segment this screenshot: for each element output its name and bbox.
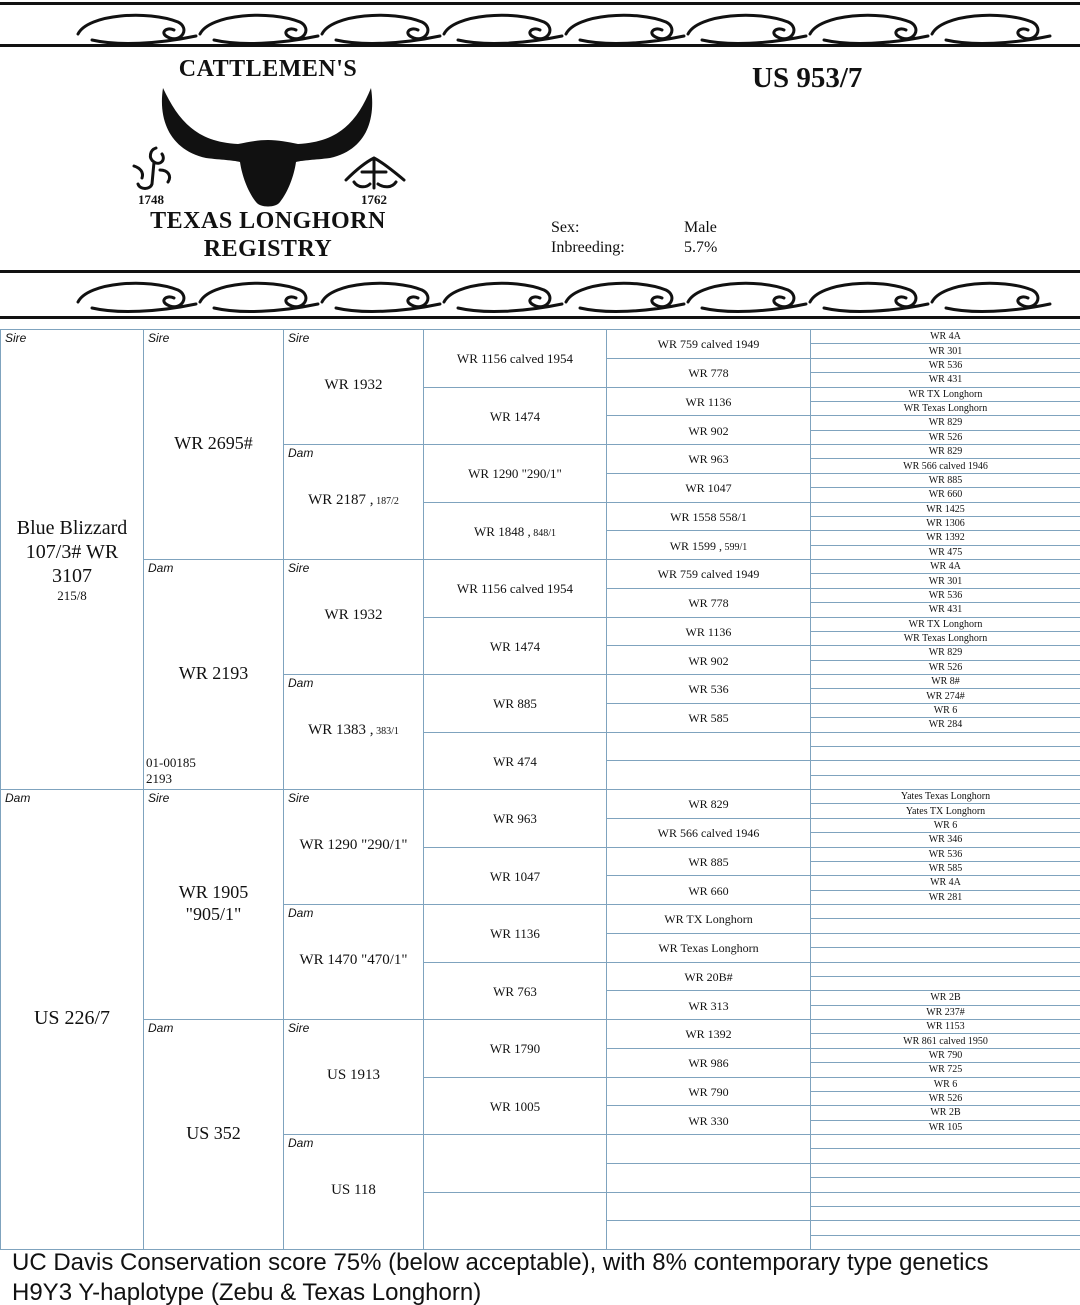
pedigree-gen2-cell	[144, 560, 284, 790]
conservation-score-note: UC Davis Conservation score 75% (below acceptable), with 8% contemporary type genetics	[12, 1249, 989, 1276]
animal-name: WR 431	[928, 604, 963, 616]
animal-name: WR 1383 , 383/1	[308, 722, 399, 738]
animal-name: WR 660	[688, 883, 729, 898]
relation-label: Dam	[288, 906, 314, 920]
animal-name: WR 585	[688, 711, 729, 726]
relation-label: Sire	[288, 791, 310, 805]
pedigree-gen6-cell	[811, 718, 1080, 732]
relation-label: Dam	[288, 446, 314, 460]
animal-name: US 226/7	[33, 1007, 111, 1029]
animal-name: WR 1558 558/1	[670, 509, 747, 524]
logo-year-left: 1748	[138, 192, 164, 207]
animal-name: WR 6	[933, 1078, 958, 1090]
pedigree-gen4-cell	[424, 790, 607, 848]
animal-name: WR 536	[928, 359, 963, 371]
pedigree-gen3-cell	[284, 445, 424, 560]
pedigree-gen6-cell	[811, 503, 1080, 517]
pedigree-gen6-cell	[811, 531, 1080, 545]
logo-top-text: CATTLEMEN'S	[178, 56, 358, 82]
animal-name: WR 346	[928, 834, 963, 846]
animal-name: WR 1290 "290/1"	[468, 466, 562, 482]
pedigree-gen6-cell	[811, 1049, 1080, 1063]
pedigree-gen6-cell	[811, 546, 1080, 560]
pedigree-gen6-cell	[811, 833, 1080, 847]
pedigree-gen2-cell	[144, 1020, 284, 1250]
animal-name: WR 861 calved 1950	[903, 1035, 988, 1047]
pedigree-gen6-cell	[811, 517, 1080, 531]
pedigree-gen4-cell	[424, 1135, 607, 1193]
animal-name: US 1913	[327, 1067, 380, 1083]
pedigree-gen5-cell	[607, 589, 811, 618]
relation-label: Sire	[5, 331, 27, 345]
animal-name: WR 105	[928, 1121, 963, 1133]
pedigree-gen5-cell	[607, 1049, 811, 1078]
animal-name: WR 902	[688, 653, 729, 668]
animal-name: WR 474	[493, 753, 537, 769]
pedigree-gen6-cell	[811, 675, 1080, 689]
pedigree-gen6-cell	[811, 560, 1080, 574]
pedigree-gen6-cell	[811, 402, 1080, 416]
animal-name: WR 1136	[685, 624, 732, 639]
animal-sub-number: 848/1	[530, 527, 556, 539]
animal-extra-id: 01-00185 2193	[146, 755, 196, 786]
pedigree-gen6-cell	[811, 1121, 1080, 1135]
registry-header	[0, 0, 1080, 325]
relation-label: Dam	[5, 791, 31, 805]
top-rule-lower	[0, 44, 1080, 47]
animal-name: WR 2B	[930, 992, 961, 1004]
pedigree-gen6-cell	[811, 733, 1080, 747]
pedigree-gen6-cell	[811, 848, 1080, 862]
pedigree-gen5-cell	[607, 675, 811, 704]
relation-label: Sire	[288, 561, 310, 575]
animal-name: WR 526	[928, 431, 963, 443]
animal-name: WR TX Longhorn	[908, 388, 983, 400]
pedigree-gen6-cell	[811, 1063, 1080, 1077]
pedigree-gen5-cell	[607, 733, 811, 762]
pedigree-gen5-cell	[607, 474, 811, 503]
relation-label: Sire	[288, 1021, 310, 1035]
pedigree-gen6-cell	[811, 1193, 1080, 1207]
pedigree-gen6-cell	[811, 804, 1080, 818]
sex-value: Male	[684, 219, 717, 236]
pedigree-gen6-cell	[811, 474, 1080, 488]
inbreeding-value: 5.7%	[684, 239, 718, 256]
pedigree-gen6-cell	[811, 1006, 1080, 1020]
brand-mark-left-icon	[130, 144, 176, 194]
pedigree-gen6-cell	[811, 689, 1080, 703]
pedigree-gen5-cell	[607, 1164, 811, 1193]
pedigree-gen4-cell	[424, 848, 607, 906]
animal-name: WR 778	[688, 596, 729, 611]
bottom-rule-lower	[0, 316, 1080, 319]
animal-name: WR 829	[928, 417, 963, 429]
animal-name: WR 4A	[930, 331, 961, 343]
animal-name: WR 8#	[931, 676, 960, 688]
animal-name: WR 885	[928, 474, 963, 486]
pedigree-gen4-cell	[424, 560, 607, 618]
animal-name: WR 790	[928, 1049, 963, 1061]
pedigree-gen6-cell	[811, 790, 1080, 804]
pedigree-gen5-cell	[607, 646, 811, 675]
pedigree-gen5-cell	[607, 991, 811, 1020]
pedigree-gen3-cell	[284, 330, 424, 445]
animal-name: WR 829	[928, 647, 963, 659]
animal-name: WR 885	[493, 696, 537, 712]
animal-name: WR 526	[928, 1093, 963, 1105]
animal-name: US 118	[331, 1182, 376, 1198]
pedigree-gen5-cell	[607, 388, 811, 417]
pedigree-gen6-cell	[811, 416, 1080, 430]
animal-name: WR 284	[928, 719, 963, 731]
pedigree-gen6-cell	[811, 1034, 1080, 1048]
animal-name: WR 1153	[926, 1021, 965, 1033]
pedigree-gen6-cell	[811, 1178, 1080, 1192]
pedigree-gen5-cell	[607, 1193, 811, 1222]
animal-name: WR 902	[688, 423, 729, 438]
pedigree-gen4-cell	[424, 1193, 607, 1251]
animal-name: WR 1474	[489, 408, 541, 424]
animal-name: WR 2187 , 187/2	[308, 492, 399, 508]
animal-name: WR 526	[928, 661, 963, 673]
registration-number: US 953/7	[752, 62, 863, 94]
animal-name: WR 281	[928, 891, 963, 903]
animal-name: WR 1136	[490, 926, 540, 942]
brand-mark-right-icon	[340, 152, 410, 192]
animal-sub-number: 599/1	[722, 541, 748, 553]
cattlemens-logo	[118, 52, 418, 267]
pedigree-gen6-cell	[811, 359, 1080, 373]
animal-name: WR 1474	[489, 638, 541, 654]
pedigree-gen3-cell	[284, 1135, 424, 1250]
pedigree-gen4-cell	[424, 618, 607, 676]
pedigree-gen6-cell	[811, 963, 1080, 977]
pedigree-gen6-cell	[811, 761, 1080, 775]
pedigree-gen3-cell	[284, 560, 424, 675]
pedigree-gen6-cell	[811, 646, 1080, 660]
pedigree-gen5-cell	[607, 618, 811, 647]
pedigree-gen4-cell	[424, 905, 607, 963]
animal-name: WR 301	[928, 345, 963, 357]
pedigree-gen6-cell	[811, 991, 1080, 1005]
animal-name: WR 1932	[324, 377, 383, 393]
animal-name: WR Texas Longhorn	[903, 403, 988, 415]
pedigree-gen5-cell	[607, 1106, 811, 1135]
animal-name: WR 963	[493, 811, 537, 827]
animal-name: WR 1905 "905/1"	[178, 882, 249, 924]
pedigree-gen5-cell	[607, 934, 811, 963]
animal-name: WR 759 calved 1949	[657, 567, 760, 582]
animal-name: WR 330	[688, 1113, 729, 1128]
pedigree-gen6-cell	[811, 1092, 1080, 1106]
pedigree-gen2-cell	[144, 790, 284, 1020]
pedigree-gen6-cell	[811, 459, 1080, 473]
pedigree-gen1-cell	[1, 790, 144, 1250]
pedigree-gen2-cell	[144, 330, 284, 560]
pedigree-gen4-cell	[424, 388, 607, 446]
pedigree-gen6-cell	[811, 948, 1080, 962]
animal-name: WR 759 calved 1949	[657, 337, 760, 352]
bottom-rule	[0, 270, 1080, 273]
pedigree-gen4-cell	[424, 733, 607, 791]
animal-name: WR 1470 "470/1"	[299, 952, 408, 968]
animal-name: WR 475	[928, 546, 963, 558]
haplotype-note: H9Y3 Y-haplotype (Zebu & Texas Longhorn)	[12, 1279, 482, 1305]
pedigree-gen6-cell	[811, 1078, 1080, 1092]
pedigree-gen5-cell	[607, 1135, 811, 1164]
pedigree-gen4-cell	[424, 963, 607, 1021]
pedigree-gen5-cell	[607, 819, 811, 848]
pedigree-gen4-cell	[424, 1020, 607, 1078]
pedigree-gen5-cell	[607, 416, 811, 445]
animal-name: WR 1156 calved 1954	[456, 351, 574, 367]
animal-name: WR 1047	[685, 481, 732, 496]
pedigree-gen6-cell	[811, 373, 1080, 387]
animal-name: WR 1392	[926, 532, 965, 544]
animal-name: Yates TX Longhorn	[905, 805, 986, 817]
animal-name: WR 1136	[685, 394, 732, 409]
animal-name: WR 1425	[926, 503, 965, 515]
relation-label: Dam	[148, 561, 174, 575]
pedigree-gen6-cell	[811, 632, 1080, 646]
animal-name: WR 313	[688, 998, 729, 1013]
pedigree-gen6-cell	[811, 862, 1080, 876]
animal-name: WR 2695#	[174, 433, 253, 453]
pedigree-gen6-cell	[811, 1135, 1080, 1149]
inbreeding-label: Inbreeding:	[551, 239, 625, 256]
animal-name: WR 1156 calved 1954	[456, 581, 574, 597]
pedigree-gen4-cell	[424, 330, 607, 388]
animal-name: US 352	[186, 1123, 241, 1143]
pedigree-gen6-cell	[811, 445, 1080, 459]
animal-name: WR 6	[933, 819, 958, 831]
pedigree-gen5-cell	[607, 1078, 811, 1107]
animal-name: WR 536	[928, 589, 963, 601]
relation-label: Dam	[148, 1021, 174, 1035]
pedigree-gen5-cell	[607, 330, 811, 359]
animal-name: WR 4A	[930, 561, 961, 573]
animal-name: WR 778	[688, 366, 729, 381]
pedigree-gen6-cell	[811, 1207, 1080, 1221]
pedigree-gen6-cell	[811, 603, 1080, 617]
pedigree-gen6-cell	[811, 1221, 1080, 1235]
animal-name: WR 536	[928, 848, 963, 860]
animal-name: WR 274#	[926, 690, 965, 702]
pedigree-gen3-cell	[284, 905, 424, 1020]
animal-name: Yates Texas Longhorn	[900, 791, 991, 803]
pedigree-gen5-cell	[607, 503, 811, 532]
animal-name: WR 585	[928, 863, 963, 875]
animal-name: WR 4A	[930, 877, 961, 889]
animal-sub-number: 187/2	[373, 496, 399, 507]
animal-name: WR 1790	[489, 1041, 541, 1057]
pedigree-gen6-cell	[811, 431, 1080, 445]
animal-name: WR Texas Longhorn	[658, 941, 759, 956]
pedigree-gen6-cell	[811, 747, 1080, 761]
animal-name: WR 1047	[489, 868, 541, 884]
pedigree-gen5-cell	[607, 905, 811, 934]
pedigree-gen5-cell	[607, 790, 811, 819]
logo-year-right: 1762	[361, 192, 387, 207]
animal-name: WR 829	[928, 446, 963, 458]
pedigree-gen3-cell	[284, 1020, 424, 1135]
pedigree-gen6-cell	[811, 574, 1080, 588]
pedigree-gen5-cell	[607, 560, 811, 589]
pedigree-gen6-cell	[811, 1149, 1080, 1163]
animal-name: WR 566 calved 1946	[903, 460, 988, 472]
pedigree-gen5-cell	[607, 704, 811, 733]
pedigree-gen6-cell	[811, 704, 1080, 718]
relation-label: Sire	[148, 791, 170, 805]
pedigree-gen6-cell	[811, 330, 1080, 344]
relation-label: Sire	[148, 331, 170, 345]
pedigree-gen6-cell	[811, 776, 1080, 790]
animal-name: WR 431	[928, 374, 963, 386]
animal-name: WR 829	[688, 797, 729, 812]
pedigree-gen3-cell	[284, 790, 424, 905]
pedigree-gen5-cell	[607, 876, 811, 905]
animal-name: WR TX Longhorn	[664, 912, 753, 927]
animal-name: Blue Blizzard 107/3# WR 3107 215/8	[7, 516, 137, 604]
animal-name: WR 1392	[685, 1027, 732, 1042]
pedigree-gen5-cell	[607, 963, 811, 992]
pedigree-gen6-cell	[811, 589, 1080, 603]
pedigree-gen6-cell	[811, 388, 1080, 402]
animal-name: WR 763	[493, 983, 537, 999]
pedigree-gen4-cell	[424, 675, 607, 733]
animal-name: WR 660	[928, 489, 963, 501]
pedigree-gen1-cell	[1, 330, 144, 790]
animal-name: WR 6	[933, 704, 958, 716]
animal-name: WR 2193	[178, 663, 249, 683]
pedigree-gen6-cell	[811, 876, 1080, 890]
relation-label: Sire	[288, 331, 310, 345]
animal-name: WR Texas Longhorn	[903, 633, 988, 645]
sex-label: Sex:	[551, 219, 580, 236]
pedigree-gen6-cell	[811, 1106, 1080, 1120]
pedigree-gen6-cell	[811, 344, 1080, 358]
pedigree-gen6-cell	[811, 618, 1080, 632]
animal-name: WR 963	[688, 452, 729, 467]
animal-name: WR 566 calved 1946	[657, 826, 760, 841]
pedigree-gen4-cell	[424, 503, 607, 561]
pedigree-gen6-cell	[811, 488, 1080, 502]
animal-name: WR 1599 , 599/1	[669, 538, 748, 553]
relation-label: Dam	[288, 1136, 314, 1150]
pedigree-gen6-cell	[811, 934, 1080, 948]
animal-name: WR 725	[928, 1064, 963, 1076]
animal-name: WR 790	[688, 1084, 729, 1099]
pedigree-gen6-cell	[811, 1020, 1080, 1034]
pedigree-gen5-cell	[607, 531, 811, 560]
pedigree-gen5-cell	[607, 1221, 811, 1250]
pedigree-gen4-cell	[424, 445, 607, 503]
animal-name: WR 301	[928, 575, 963, 587]
pedigree-gen5-cell	[607, 359, 811, 388]
scroll-border-bottom	[0, 274, 1080, 320]
animal-name: WR 2B	[930, 1107, 961, 1119]
pedigree-gen5-cell	[607, 1020, 811, 1049]
pedigree-gen6-cell	[811, 1164, 1080, 1178]
animal-name: WR 986	[688, 1056, 729, 1071]
pedigree-gen3-cell	[284, 675, 424, 790]
pedigree-gen6-cell	[811, 891, 1080, 905]
top-rule	[0, 2, 1080, 5]
pedigree-gen5-cell	[607, 445, 811, 474]
animal-name: WR 885	[688, 854, 729, 869]
animal-sub-number: 215/8	[57, 588, 87, 603]
animal-name: WR 1290 "290/1"	[299, 837, 408, 853]
pedigree-gen6-cell	[811, 661, 1080, 675]
pedigree-gen6-cell	[811, 905, 1080, 919]
animal-name: WR TX Longhorn	[908, 618, 983, 630]
pedigree-gen4-cell	[424, 1078, 607, 1136]
pedigree-gen6-cell	[811, 977, 1080, 991]
pedigree-gen6-cell	[811, 919, 1080, 933]
animal-name: WR 20B#	[684, 969, 733, 984]
footer-notes	[12, 1248, 1080, 1305]
pedigree-chart	[0, 329, 1080, 1250]
logo-bottom-line1: TEXAS LONGHORN	[150, 208, 386, 234]
animal-name: WR 1848 , 848/1	[474, 523, 556, 539]
pedigree-gen5-cell	[607, 761, 811, 790]
pedigree-gen5-cell	[607, 848, 811, 877]
animal-sub-number: 383/1	[373, 726, 399, 737]
logo-bottom-line2: REGISTRY	[203, 236, 333, 262]
animal-name: WR 1306	[926, 518, 965, 530]
animal-name: WR 536	[688, 682, 729, 697]
animal-name: WR 1932	[324, 607, 383, 623]
pedigree-gen6-cell	[811, 819, 1080, 833]
animal-name: WR 237#	[926, 1006, 965, 1018]
animal-name: WR 1005	[489, 1098, 541, 1114]
relation-label: Dam	[288, 676, 314, 690]
